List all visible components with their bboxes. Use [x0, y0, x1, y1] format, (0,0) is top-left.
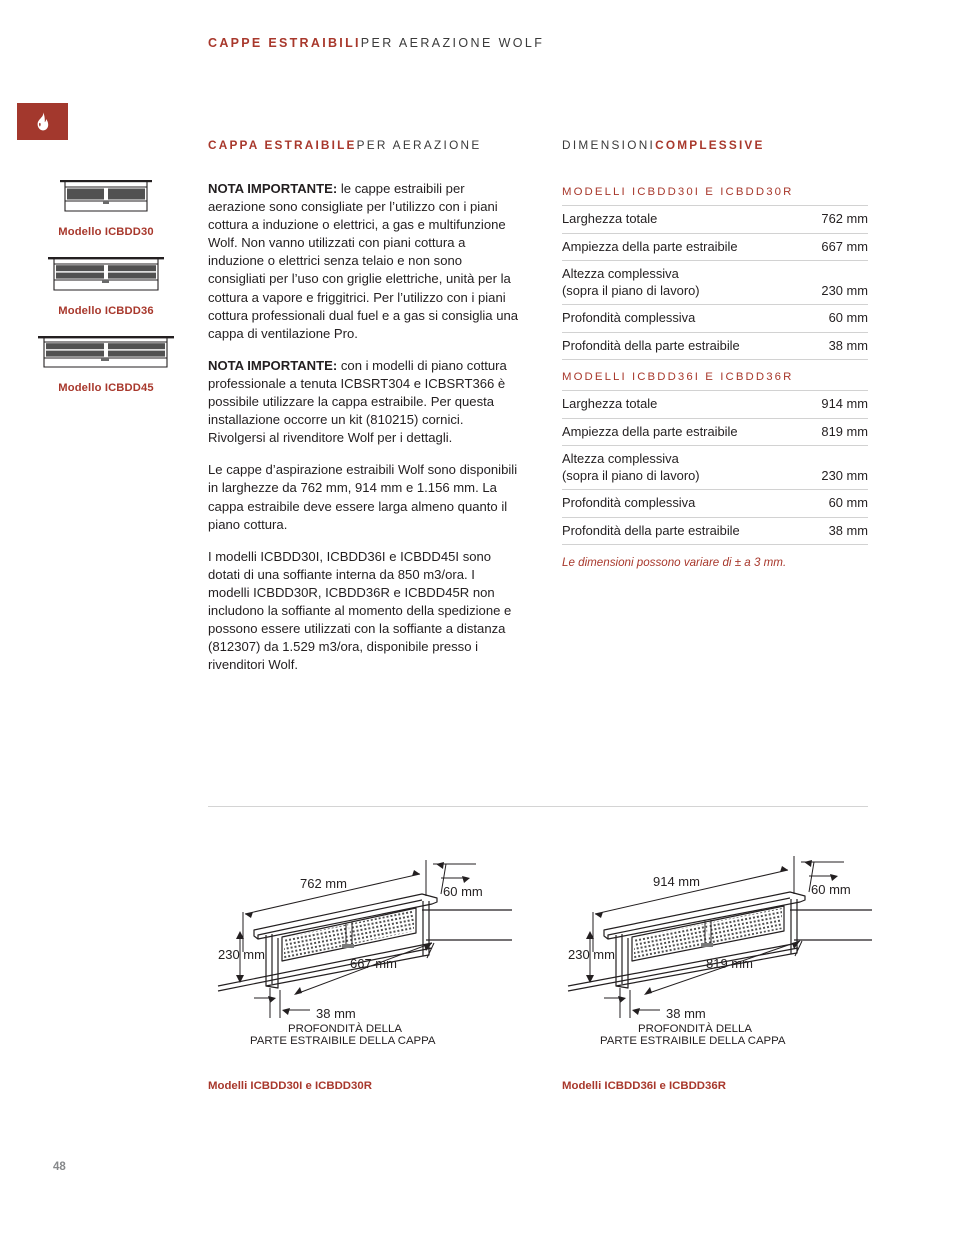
right-section-title-dark: DIMENSIONI [562, 138, 656, 152]
spec-value: 38 mm [828, 522, 868, 538]
spec-label: Larghezza totale [562, 211, 658, 226]
spec-value: 60 mm [828, 310, 868, 325]
body-paragraph [208, 461, 520, 533]
spec-value: 819 mm [821, 423, 868, 439]
spec-value: 762 mm [821, 211, 868, 226]
table-row [562, 261, 868, 305]
model-thumbnail-caption: Modello ICBDD36 [58, 305, 154, 317]
diagram-icbdd36 [550, 838, 890, 1073]
spec-label: Ampiezza della parte estraibile [562, 423, 738, 439]
table-row [562, 418, 868, 446]
page-number: 48 [53, 1161, 66, 1173]
paragraph-text: con i modelli di piano cottura professionale a tenuta ICBSRT304 e ICBSRT366 è possibile utilizzare la cappa estraibile. Per questa installazione occorre un kit (810215) cornici. Rivolgersi al rivenditore Wolf per i dettagli. [208, 357, 507, 446]
dim-total-depth-label: 60 mm [811, 882, 851, 897]
table-row [562, 305, 868, 333]
dim-pullout-depth-label: 38 mm [666, 1006, 706, 1021]
dim-pullout-width-label: 819 mm [706, 956, 753, 971]
pullout-caption-line1: PROFONDITÀ DELLA [638, 1023, 752, 1035]
left-section-title-dark: PER AERAZIONE [356, 138, 482, 152]
diagram-icbdd30 [200, 838, 530, 1073]
dim-height-label: 230 mm [218, 947, 265, 962]
body-paragraph [208, 548, 520, 675]
spec-label: Altezza complessiva (sopra il piano di lavoro) [562, 451, 700, 483]
dim-pullout-depth-label: 38 mm [316, 1006, 356, 1021]
spec-value: 230 mm [821, 467, 868, 483]
model-thumbnail-caption: Modello ICBDD30 [58, 226, 154, 238]
spec-label: Profondità della parte estraibile [562, 522, 740, 538]
left-section-title-red: CAPPA ESTRAIBILE [208, 138, 357, 152]
running-head-red: CAPPE ESTRAIBILI [208, 36, 361, 50]
model-thumbnail-item [8, 175, 204, 238]
spec-label: Profondità della parte estraibile [562, 337, 740, 353]
spec-value: 667 mm [821, 238, 868, 254]
downdraft-vent-thumbnail-icon [42, 252, 170, 296]
right-section-title-red: COMPLESSIVE [655, 138, 765, 152]
downdraft-isometric-drawing [550, 838, 890, 1068]
spec-table-heading: MODELLI ICBDD36I E ICBDD36R [562, 371, 794, 383]
dim-total-width-label: 762 mm [300, 876, 347, 891]
dimension-tolerance-note: Le dimensioni possono variare di ± a 3 mm. [562, 556, 787, 569]
table-row [562, 233, 868, 261]
table-row [562, 206, 868, 234]
spec-value: 230 mm [821, 282, 868, 298]
pullout-caption-line2: PARTE ESTRAIBILE DELLA CAPPA [250, 1035, 436, 1047]
spec-table-heading: MODELLI ICBDD30I E ICBDD30R [562, 186, 794, 198]
paragraph-text: I modelli ICBDD30I, ICBDD36I e ICBDD45I sono dotati di una soffiante interna da 850 m3/ora. I modelli ICBDD30R, ICBDD36R e ICBDD45R non includono la soffiante al momento della spedizione e possono essere utilizzati con la soffiante a distanza (812307) da 1.529 m3/ora, disponibile presso i rivenditori Wolf. [208, 548, 512, 673]
spec-value: 914 mm [821, 396, 868, 411]
spec-label: Profondità complessiva [562, 310, 696, 325]
model-thumbnail-caption: Modello ICBDD45 [58, 382, 154, 394]
dim-total-width-label: 914 mm [653, 874, 700, 889]
downdraft-vent-thumbnail-icon [33, 331, 179, 373]
specifications-column [562, 186, 868, 569]
flame-badge [17, 103, 68, 140]
body-paragraph [208, 180, 520, 343]
table-row [562, 332, 868, 360]
table-row [562, 517, 868, 545]
spec-table [562, 390, 868, 545]
spec-label: Larghezza totale [562, 396, 658, 411]
running-head [208, 36, 544, 50]
table-row [562, 446, 868, 490]
body-copy-column [208, 180, 520, 688]
dim-pullout-width-label: 667 mm [350, 956, 397, 971]
section-divider [208, 806, 868, 807]
diagram-caption-left: Modelli ICBDD30I e ICBDD30R [208, 1080, 372, 1092]
table-row [562, 391, 868, 419]
dim-height-label: 230 mm [568, 947, 615, 962]
spec-label: Altezza complessiva (sopra il piano di lavoro) [562, 266, 700, 298]
model-thumbnail-rail [8, 175, 204, 408]
spec-value: 60 mm [828, 495, 868, 510]
pullout-caption-line1: PROFONDITÀ DELLA [288, 1023, 402, 1035]
body-paragraph [208, 357, 520, 447]
dim-total-depth-label: 60 mm [443, 884, 483, 899]
right-section-title [562, 138, 765, 152]
paragraph-lead: NOTA IMPORTANTE: [208, 357, 338, 373]
diagram-caption-right: Modelli ICBDD36I e ICBDD36R [562, 1080, 726, 1092]
paragraph-text: le cappe estraibili per aerazione sono consigliate per l’utilizzo con i piani cottura a induzione o elettrici, a gas e multifunzione Wolf. Non vanno utilizzati con piani cottura a induzione o elettrici senza telaio e non sono consigliati per l’uso con griglie elettriche, unità per la cottura a vapore e friggitrici. Per l’utilizzo con i piani cottura professionali dual fuel e a gas si consiglia una cappa di ventilazione Pro. [208, 181, 519, 341]
pullout-caption-line2: PARTE ESTRAIBILE DELLA CAPPA [600, 1035, 786, 1047]
spec-label: Profondità complessiva [562, 495, 696, 510]
spec-value: 38 mm [828, 337, 868, 353]
running-head-dark: PER AERAZIONE WOLF [360, 36, 545, 50]
spec-table [562, 205, 868, 360]
model-thumbnail-item [8, 331, 204, 394]
model-thumbnail-item [8, 252, 204, 317]
paragraph-text: Le cappe d’aspirazione estraibili Wolf sono disponibili in larghezze da 762 mm, 914 mm e 1.156 mm. La cappa estraibile deve essere larga almeno quanto il piano cottura. [208, 462, 518, 532]
paragraph-lead: NOTA IMPORTANTE: [208, 181, 338, 196]
downdraft-isometric-drawing [200, 838, 530, 1068]
downdraft-vent-thumbnail-icon [53, 175, 159, 217]
left-section-title [208, 138, 482, 152]
flame-icon [35, 112, 50, 131]
table-row [562, 490, 868, 518]
spec-label: Ampiezza della parte estraibile [562, 238, 738, 254]
